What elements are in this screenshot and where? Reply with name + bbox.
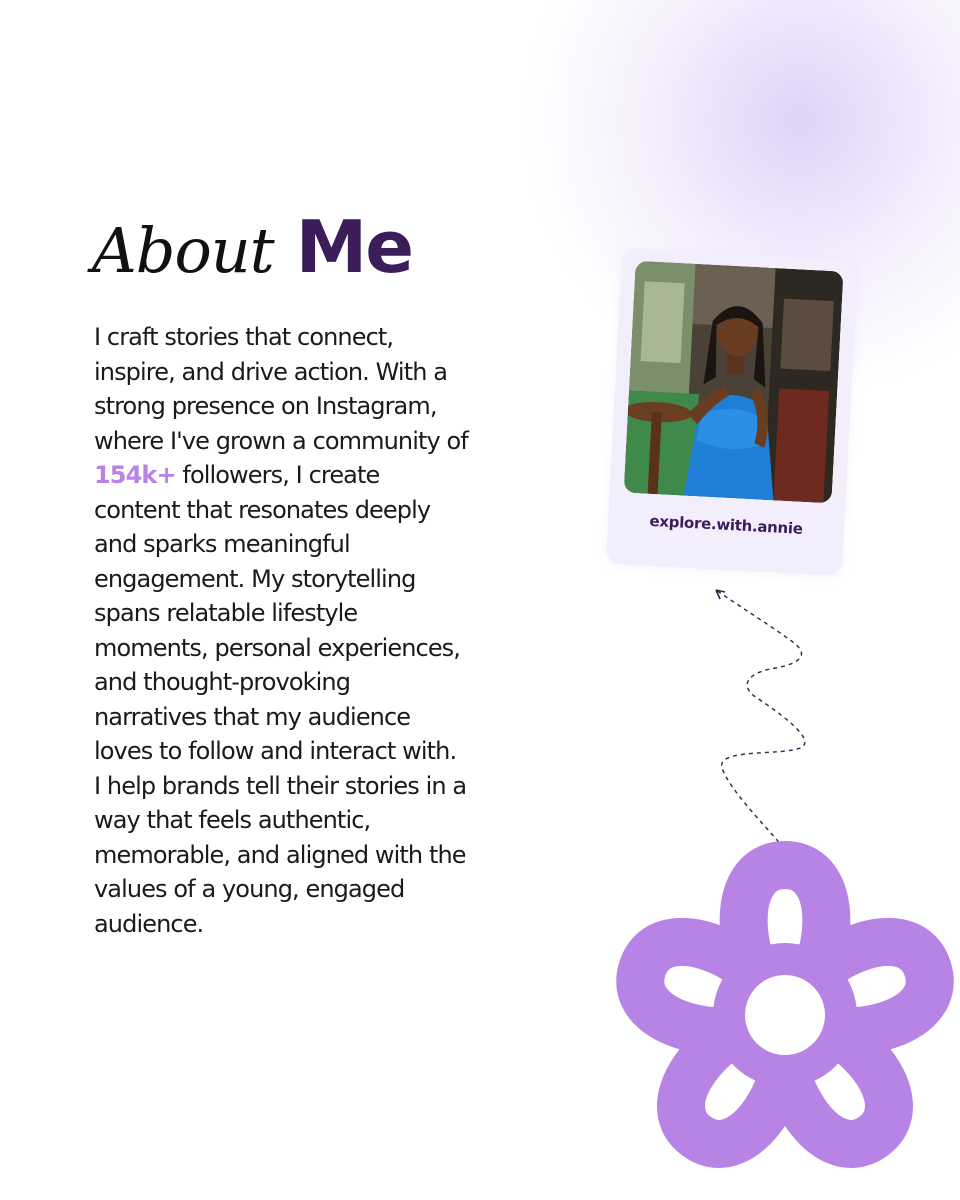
instagram-handle: explore.with.annie [649,511,804,538]
bio-text-end: followers, I create content that resonates deeply and sparks meaningful engagement. My storytelling spans relatable lifestyle moments, personal experiences, and thought-provoking narratives that my audience loves to follow and interact with. I help brands tell their stories in a way that feels authentic, memorable, and aligned with the values of a young, engaged audience. [94,461,467,938]
arrow-head [716,590,725,599]
title-bold-word: Me [295,205,413,289]
flower-icon [630,865,941,1161]
dashed-arrow-icon [716,590,805,848]
title-script-word: About [92,214,274,287]
bio-text-start: I craft stories that connect, inspire, and drive action. With a strong presence on Instagram, where I've grown a community of [94,323,468,455]
follower-count: 154k+ [94,461,176,489]
